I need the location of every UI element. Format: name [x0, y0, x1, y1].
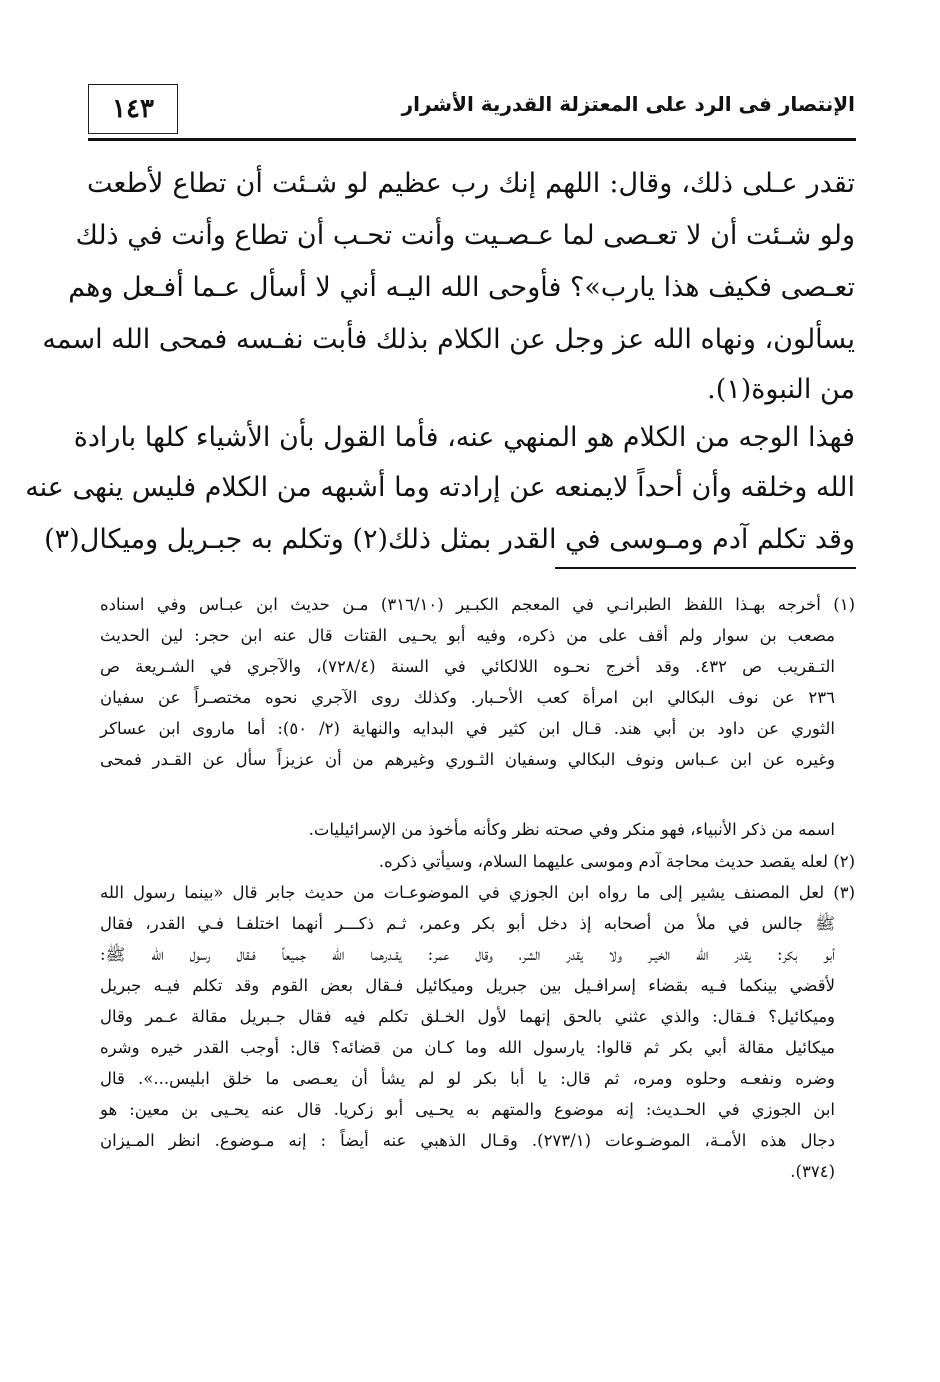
footnote-line: وغيره عن ابن عـباس ونوف البكالي وسفيان الثـوري وغيرهم من أن عزيزاً سأل عن القـدر فمحى [100, 750, 835, 769]
footnote-line: اسمه من ذكر الأنبياء، فهو منكر وفي صحته نظر وكأنه مأخوذ من الإسرائيليات. [308, 820, 835, 839]
footnote-line: ﷺ جالس في ملأ من أصحابه إذ دخل أبو بكر وعمر، ثـم ذكـــر أنهما اختلفـا فـي القدر، فقال [100, 914, 836, 933]
text-line: تعـصى فكيف هذا يارب»؟ فأوحى الله اليـه أني لا أسأل عـما أفـعل وهم [68, 272, 855, 303]
footnote-line: وميكائيل؟ فـقال: والذي عثني بالحق إنهما لأول الخـلق تكلم فيه فقال جـبريل مقالة عـمر وقال [100, 1007, 836, 1026]
text-line: وقد تكلم آدم ومـوسى في القدر بمثل ذلك(٢) وتكلم به جبـريل وميكال(٣) [44, 524, 855, 555]
footnote-line: (١) أخرجه بهـذا اللفظ الطبرانـي في المعجم الكبـير (٣١٦/١٠) مـن حديث ابن عبـاس وفي اسناده [100, 595, 856, 614]
text-line: تقدر عـلى ذلك، وقال: اللهم إنك رب عظيم لو شـئت أن تطاع لأطعت [87, 168, 855, 199]
footnote-line: الثوري عن داود بن أبي هند. قـال ابن كثير في البدايه والنهاية (٢/ ٥٠): أما ماروى ابن عساكر [100, 719, 835, 738]
running-title: الإنتصار فى الرد على المعتزلة القدرية الأشرار [401, 92, 855, 116]
footnote-line: وضره ونفعـه وحلوه ومره، ثم قال: يا أبا بكر لو لم يشأ أن يعـصى ما خلق ابليس...». قال [100, 1069, 835, 1088]
text-line: ولو شـئت أن لا تعـصى لما عـصـيت وأنت تحـب أن تطاع وأنت في ذلك [75, 220, 855, 251]
footnote-line: ٢٣٦ عن نوف البكالي ابن امرأة كعب الأحـبار. وكذلك روى الآجري نحوه مختصـراً عن سفيان [100, 688, 835, 707]
footnote-line: (٣) لعل المصنف يشير إلى ما رواه ابن الجوزي في الموضوعـات من حديث جابر قال «بينما رسول الله [100, 883, 855, 902]
footnote-line: أبو بكر: يقدر الله الخيـر ولا يقدر الشر، وقال عمر: يقـدرهما الله جميعاً فـقال رسول الله ﷺ: [100, 945, 835, 964]
footnote-line: ابن الجوزي في الحـديث: إنه موضوع والمتهم به يحـيى أبو زكريا. قال عنه يحـيى بن معين: هو [100, 1100, 835, 1119]
footnote-line: ميكائيل مقالة أبي بكر ثم قالوا: يارسول الله وما كـان من قضائه؟ قال: أوجب القدر خيره وشره [100, 1038, 835, 1057]
footnote-line: مصعب بن سوار ولم أقف على من ذكره، وفيه أبو يحـيى القتات قال عنه ابن حجر: لين الحديث [100, 626, 835, 645]
footnote-line: دجال هذه الأمـة، الموضـوعات (٢٧٣/١). وقـال الذهبي عنه أيضاً : إنه مـوضوع. انظر المـيزان [100, 1131, 836, 1150]
footnote-line: (٢) لعله يقصد حديث محاجة آدم وموسى عليهما السلام، وسيأتي ذكره. [378, 852, 855, 871]
footnote-line: لأقضي بينكما فـيه بقضاء إسرافـيل بين جبريل وميكائيل فـقال بعض القوم وقد تكلم فيـه جبريل [100, 976, 835, 995]
text-line: فهذا الوجه من الكلام هو المنهي عنه، فأما القول بأن الأشياء كلها بارادة [73, 422, 855, 453]
footnote-line: التـقريب ص ٤٣٢. وقد أخرج نحـوه اللالكائي في السنة (٧٢٨/٤)، والآجري في الشـريعة ص [100, 657, 836, 676]
header-rule [88, 138, 856, 141]
page-number-box [88, 84, 178, 134]
footnote-separator [555, 567, 856, 569]
text-line: الله وخلقه وأن أحداً لايمنعه عن إرادته وما أشبهه من الكلام فليس ينهى عنه [25, 472, 855, 503]
footnote-line: (٣٧٤). [790, 1162, 835, 1181]
page-number: ١٤٣ [112, 94, 154, 124]
text-line: يسألون، ونهاه الله عز وجل عن الكلام بذلك فأبت نفـسه فمحى الله اسمه [42, 324, 855, 355]
text-line: من النبوة(١). [707, 374, 855, 405]
